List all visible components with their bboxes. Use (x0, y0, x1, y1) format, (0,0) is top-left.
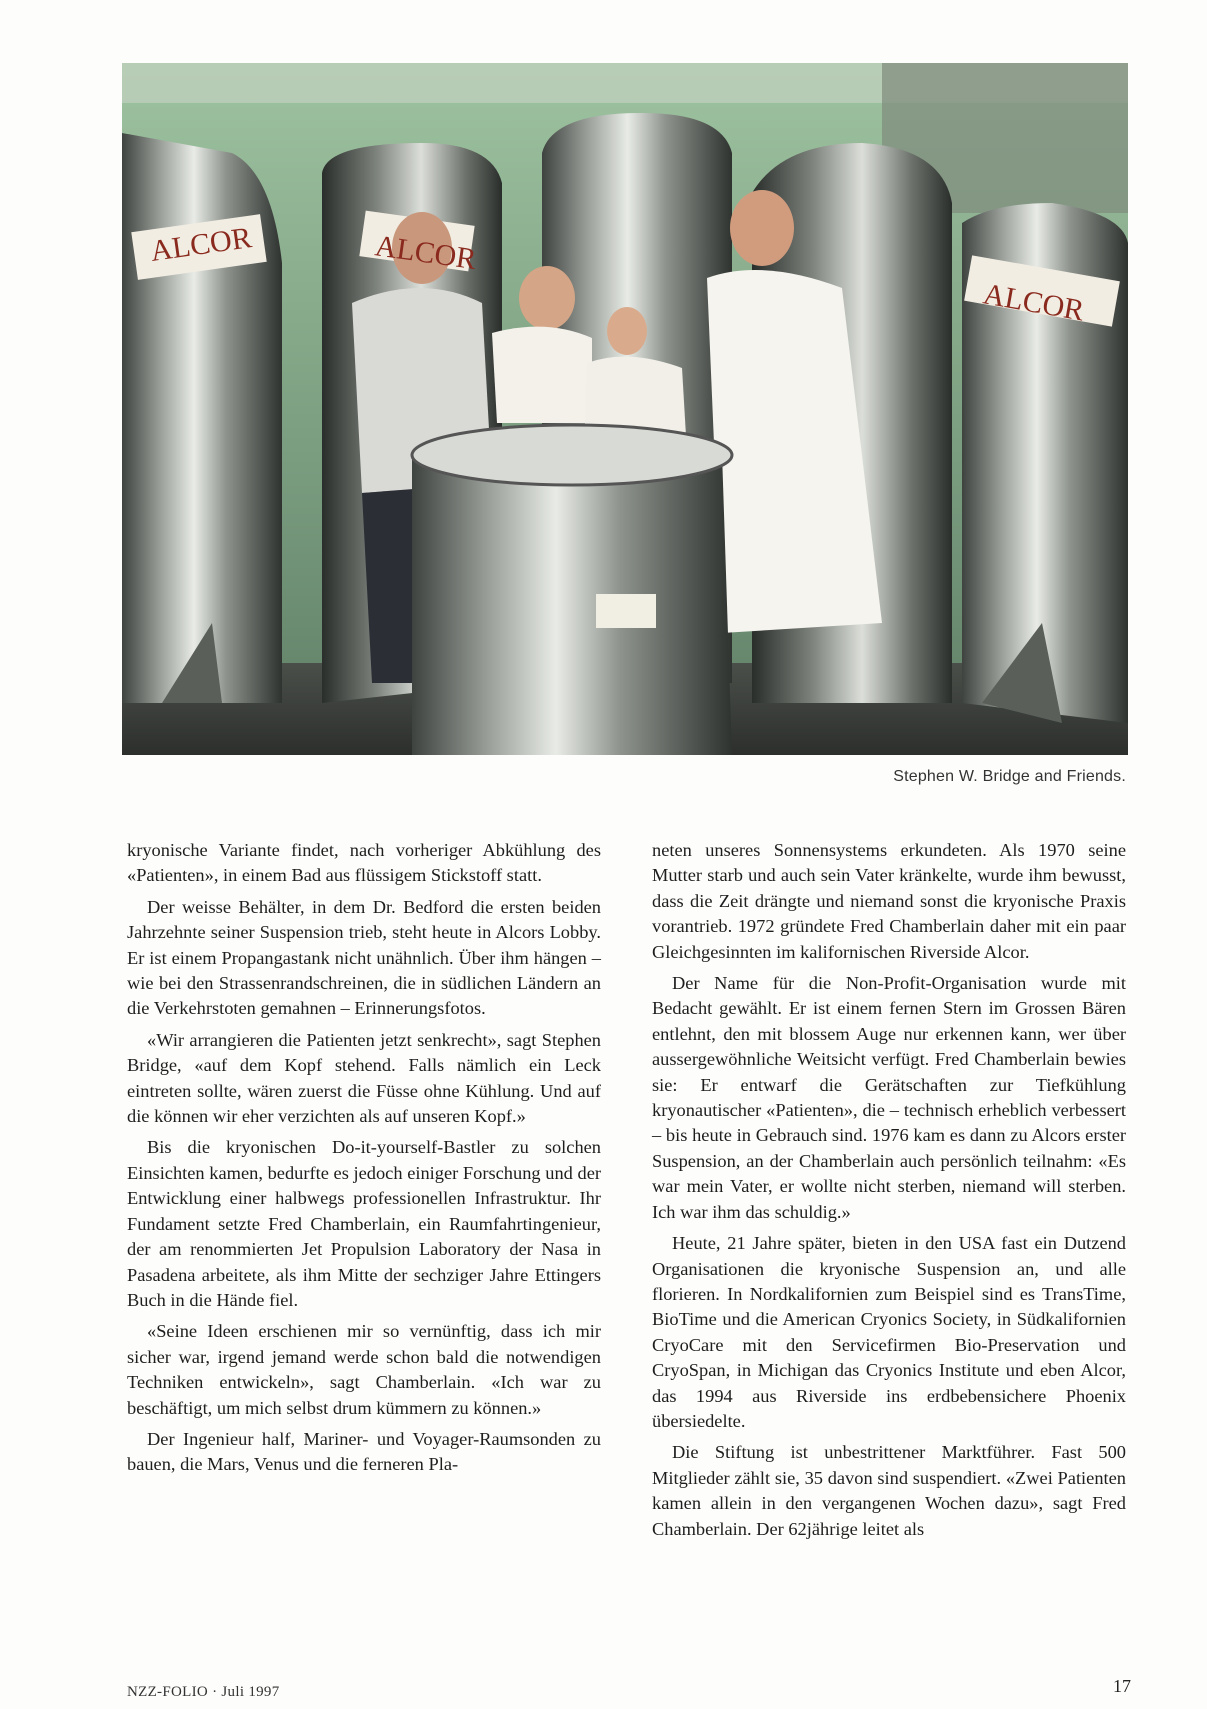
article-column-left (127, 838, 601, 1484)
paragraph: Bis die kryonischen Do-it-yourself-Bastler zu solchen Einsichten kamen, bedurfte es jedoch einiger Forschung und der Entwicklung einer halbwegs professionellen Infrastruktur. Ihr Fundament setzte Fred Chamberlain, ein Raumfahrtingenieur, der am renommierten Jet Propulsion Laboratory der Nasa in Pasadena arbeitete, als ihm Mitte der sechziger Jahre Ettingers Buch in die Hände fiel. (127, 1137, 601, 1310)
paragraph: kryonische Variante findet, nach vorheriger Abkühlung des «Patienten», in einem Bad aus flüssigem Stickstoff statt. (127, 840, 601, 886)
paragraph: Der weisse Behälter, in dem Dr. Bedford die ersten beiden Jahrzehnte seiner Suspension trieb, steht heute in Alcors Lobby. Er ist einem Propangastank nicht unähnlich. Über ihm hängen – wie bei den Strassenrandschreinen, die in südlichen Ländern an die Verkehrstoten gemahnen – Erinnerungsfotos. (127, 896, 601, 1019)
paragraph: neten unseres Sonnensystems erkundeten. Als 1970 seine Mutter starb und auch sein Vater kränkelte, wurde ihm bewusst, dass die Zeit drängte und niemand sonst die kryonische Praxis vorantrieb. 1972 gründete Fred Chamberlain daher mit ein paar Gleichgesinnten im kalifornischen Riverside Alcor. (652, 840, 1126, 962)
paragraph: Der Ingenieur half, Mariner- und Voyager-Raumsonden zu bauen, die Mars, Venus und die ferneren Pla- (127, 1428, 601, 1475)
page-number: 17 (1113, 1676, 1131, 1696)
photo-illustration (122, 63, 1128, 755)
paragraph: Heute, 21 Jahre später, bieten in den USA fast ein Dutzend Organisationen die kryonische Suspension an, und alle florieren. In Nordkalifornien zum Beispiel sind es TransTime, BioTime und die American Cryonics Society, in Südkalifornien CryoCare mit den Servicefirmen Bio-Preservation und CryoSpan, in Michigan das Cryonics Institute und eben Alcor, das 1994 aus Riverside ins erdbebensichere Phoenix übersiedelte. (652, 1233, 1126, 1431)
photo-caption: Stephen W. Bridge and Friends. (893, 768, 1126, 785)
tank-label: ALCOR (148, 221, 254, 268)
paragraph: Der Name für die Non-Profit-Organisation wurde mit Bedacht gewählt. Er ist einem fernen Stern im Grossen Bären entlehnt, den mit blossem Auge nur erkennen kann, wer über aussergewöhnliche Weitsicht verfügt. Fred Chamberlain bewies sie: Er entwarf die Gerätschaften zur Tiefkühlung kryonautischer «Patienten», die – technisch erheblich verbessert – bis heute in Gebrauch sind. 1976 kam es dann zu Alcors erster Suspension, an der Chamberlain auch persönlich teilnahm: «Es war mein Vater, er wollte nicht sterben, niemand will sterben. Ich war ihm das schuldig.» (652, 973, 1126, 1222)
publication-footer: NZZ-FOLIO · Juli 1997 (127, 1684, 280, 1700)
paragraph: «Seine Ideen erschienen mir so vernünftig, dass ich mir sicher war, irgend jemand werde schon bald die notwendigen Techniken entwickeln», sagt Chamberlain. «Ich war zu beschäftigt, um mich selbst drum kümmern zu können.» (127, 1321, 601, 1418)
paragraph: Die Stiftung ist unbestrittener Marktführer. Fast 500 Mitglieder zählt sie, 35 davon sind suspendiert. «Zwei Patienten kamen allein in den vergangenen Wochen dazu», sagt Fred Chamberlain. Der 62jährige leitet als (652, 1442, 1126, 1539)
paragraph: «Wir arrangieren die Patienten jetzt senkrecht», sagt Stephen Bridge, «auf dem Kopf stehend. Falls nämlich ein Leck eintreten sollte, wären zuerst die Füsse ohne Kühlung. Und auf die können wir eher verzichten als auf unseren Kopf.» (127, 1029, 601, 1127)
tank-label: ALCOR (373, 229, 479, 277)
tank-label: ALCOR (980, 277, 1087, 328)
article-column-right (652, 838, 1126, 1548)
article-photo (122, 63, 1128, 755)
